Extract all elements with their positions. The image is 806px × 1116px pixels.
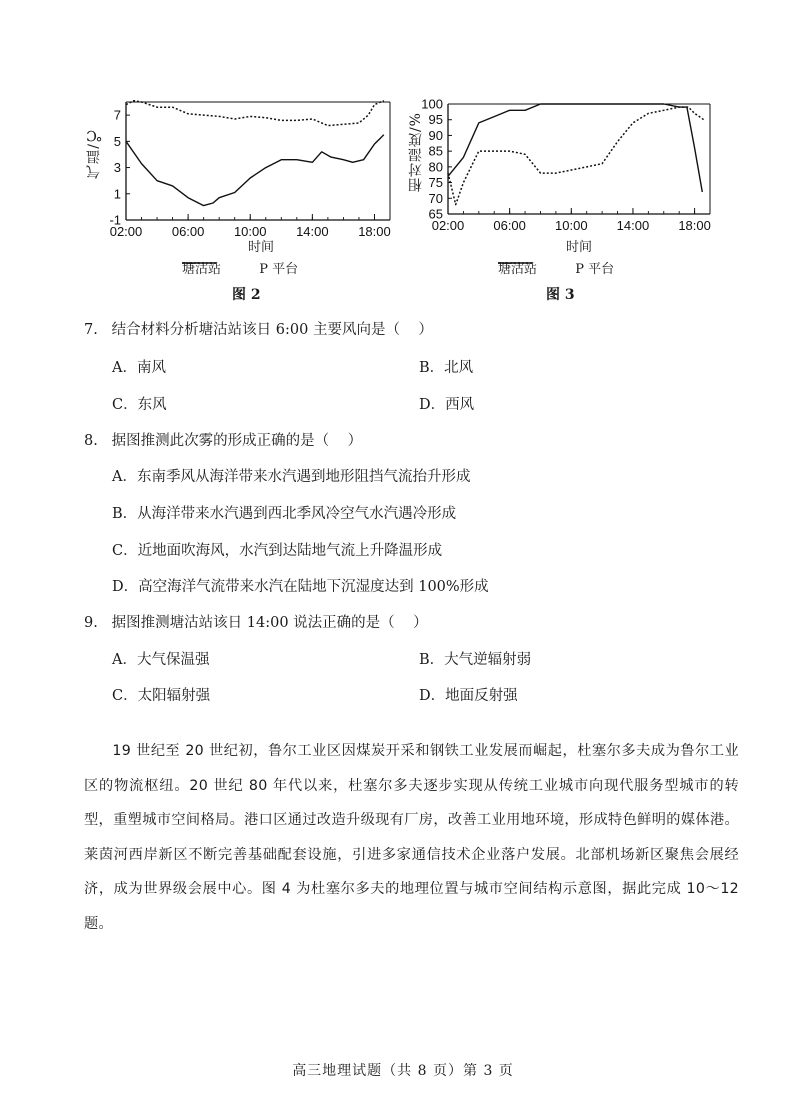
- y-tick-label: 90: [428, 127, 443, 143]
- question-9-option-c[interactable]: C．太阳辐射强: [112, 688, 211, 704]
- x-tick-label: 10:00: [555, 218, 588, 233]
- x-axis-title: 时间: [566, 240, 593, 255]
- question-7-option-b[interactable]: B．北风: [419, 360, 474, 376]
- question-9-option-a[interactable]: A．大气保温强: [112, 652, 210, 668]
- legend-label-p-platform: P 平台: [575, 262, 615, 277]
- x-tick-label: 18:00: [678, 218, 711, 233]
- y-tick-label: 7: [113, 107, 121, 123]
- legend-dotted-line: [182, 258, 216, 268]
- x-axis-title: 时间: [248, 240, 275, 255]
- y-tick-label: 70: [428, 190, 443, 206]
- reading-passage: 19 世纪至 20 世纪初，鲁尔工业区因煤炭开采和钢铁工业发展而崛起，杜塞尔多夫成为鲁尔工业区的物流枢纽。20 世纪 80 年代以来，杜塞尔多夫逐步实现从传统工业城市向现代服务型城市的转型，重塑城市空间格局。港口区通过改造升级现有厂房，改善工业用地环境，形成特色鲜明的媒体港。莱茵河西岸新区不断完善基础配套设施，引进多家通信技术企业落户发展。北部机场新区聚焦会展经济，成为世界级会展中心。图 4 为杜塞尔多夫的地理位置与城市空间结构示意图，据此完成 10～12 题。: [84, 743, 739, 932]
- series-line-p-platform: [448, 107, 704, 205]
- y-tick-label: 95: [428, 112, 443, 128]
- y-tick-label: 5: [113, 133, 121, 149]
- y-tick-label: -1: [109, 212, 121, 228]
- page-footer: 高三地理试题（共 8 页）第 3 页: [292, 1063, 514, 1079]
- y-tick-label: 75: [428, 175, 443, 191]
- legend-label-tanggu: 塘沽站: [182, 262, 222, 277]
- figure-3: [406, 88, 724, 306]
- x-tick-label: 02:00: [109, 224, 143, 239]
- x-tick-label: 06:00: [493, 218, 526, 233]
- legend-label-tanggu: 塘沽站: [498, 262, 538, 277]
- temperature-chart: [84, 88, 402, 248]
- question-8-option-c[interactable]: C．近地面吹海风，水汽到达陆地气流上升降温形成: [112, 543, 443, 559]
- x-tick-label: 06:00: [171, 224, 205, 239]
- question-7-option-d[interactable]: D．西风: [419, 397, 475, 413]
- legend-label-p-platform: P 平台: [259, 262, 299, 277]
- question-8-option-b[interactable]: B．从海洋带来水汽遇到西北季风冷空气水汽遇冷形成: [112, 506, 457, 522]
- question-7-stem: 7. 结合材料分析塘沽站该日 6:00 主要风向是（ ）: [84, 322, 433, 338]
- x-tick-label: 18:00: [358, 224, 391, 239]
- x-tick-label: 10:00: [233, 224, 267, 239]
- legend: [182, 258, 298, 277]
- question-7-option-c[interactable]: C．东风: [112, 397, 167, 413]
- series-line-p-platform: [126, 101, 384, 126]
- series-line-tanggu: [448, 104, 702, 192]
- legend-dotted-line: [498, 258, 532, 268]
- x-tick-label: 02:00: [431, 218, 465, 233]
- question-8-option-a[interactable]: A．东南季风从海洋带来水汽遇到地形阻挡气流抬升形成: [112, 469, 471, 485]
- series-line-tanggu: [126, 135, 384, 206]
- question-9-option-b[interactable]: B．大气逆辐射弱: [419, 652, 532, 668]
- question-9-option-d[interactable]: D．地面反射强: [419, 688, 518, 704]
- y-tick-label: 100: [421, 96, 443, 112]
- question-8-option-d[interactable]: D．高空海洋气流带来水汽在陆地下沉湿度达到 100%形成: [112, 579, 489, 595]
- question-8-stem: 8. 据图推测此次雾的形成正确的是（ ）: [84, 433, 363, 449]
- figure-caption: 图 2: [232, 287, 261, 303]
- question-9-stem: 9. 据图推测塘沽站该日 14:00 说法正确的是（ ）: [84, 615, 428, 631]
- humidity-chart: [406, 88, 724, 248]
- y-tick-label: 80: [428, 159, 443, 175]
- figure-caption: 图 3: [546, 287, 575, 303]
- legend: [498, 258, 614, 277]
- y-axis-title: 相对湿度/%: [408, 112, 424, 193]
- y-tick-label: 3: [113, 160, 121, 176]
- question-7-option-a[interactable]: A．南风: [112, 360, 166, 376]
- figure-2: [84, 88, 402, 306]
- y-tick-label: 85: [428, 143, 443, 159]
- x-tick-label: 14:00: [296, 224, 329, 239]
- y-axis-title: 气温/℃: [86, 126, 102, 179]
- x-tick-label: 14:00: [616, 218, 650, 233]
- y-tick-label: 65: [428, 206, 443, 222]
- y-tick-label: 1: [113, 186, 121, 202]
